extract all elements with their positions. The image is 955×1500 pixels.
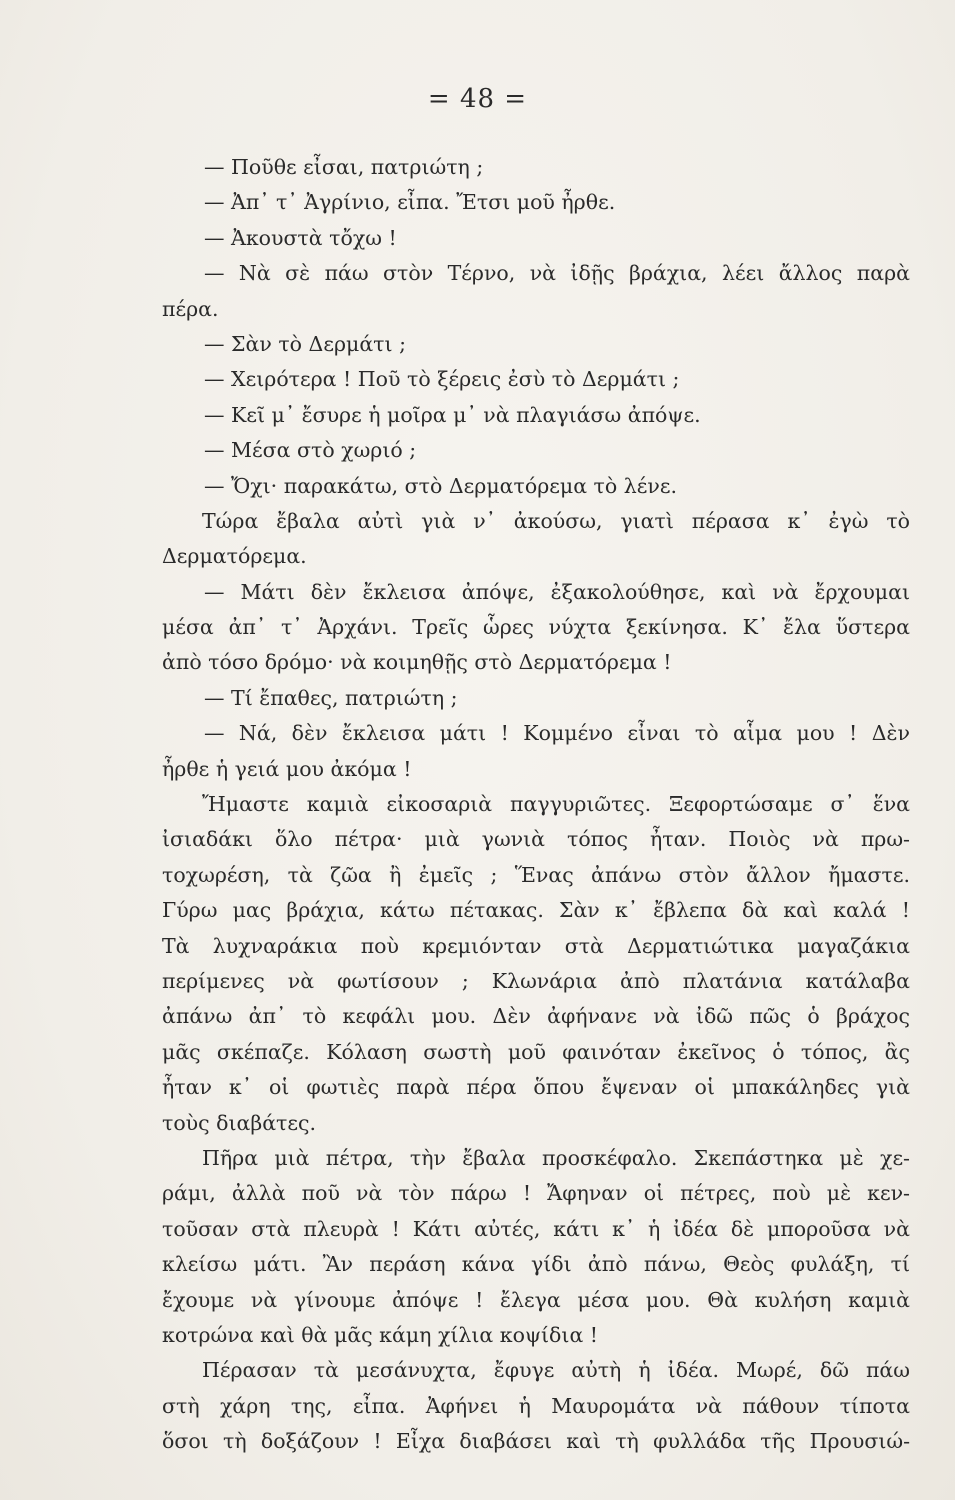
text-line: — Ὄχι· παρακάτω, στὸ Δερματόρεμα τὸ λένε. [204, 473, 677, 498]
text-line: περίμενες νὰ φωτίσουν ; Κλωνάρια ἀπὸ πλατάνια κατάλαβα [162, 968, 910, 993]
page-number: = 48 = [427, 84, 528, 114]
text-line: — Ἀπ᾽ τ᾽ Ἀγρίνιο, εἶπα. Ἔτσι μοῦ ἦρθε. [204, 190, 616, 215]
text-line: πέρα. [162, 296, 219, 321]
text-line: — Ποῦθε εἶσαι, πατριώτη ; [204, 155, 484, 179]
text-line: ἀπάνω ἀπ᾽ τὸ κεφάλι μου. Δὲν ἀφήνανε νὰ ἰδῶ πῶς ὁ βράχος [162, 1004, 910, 1029]
text-line: — Σὰν τὸ Δερμάτι ; [204, 331, 406, 356]
text-line: ἦταν κ᾽ οἱ φωτιὲς παρὰ πέρα ὅπου ἔψεναν οἱ μπακάληδες γιὰ [162, 1075, 910, 1100]
text-line: Ἤμαστε καμιὰ εἰκοσαριὰ παγγυριῶτες. Ξεφορτώσαμε σ᾽ ἕνα [202, 792, 910, 817]
text-line: ἰσιαδάκι ὅλο πέτρα· μιὰ γωνιὰ τόπος ἦταν. Ποιὸς νὰ πρω- [162, 827, 910, 852]
text-line: — Χειρότερα ! Ποῦ τὸ ξέρεις ἐσὺ τὸ Δερμάτι ; [204, 367, 680, 392]
text-line: ράμι, ἀλλὰ ποῦ νὰ τὸν πάρω ! Ἄφηναν οἱ πέτρες, ποὺ μὲ κεν- [162, 1181, 910, 1206]
text-line: Γύρω μας βράχια, κάτω πέτακας. Σὰν κ᾽ ἔβλεπα δὰ καὶ καλά ! [162, 898, 910, 923]
text-line: τοχωρέση, τὰ ζῶα ἢ ἐμεῖς ; Ἕνας ἀπάνω στὸν ἄλλον ἤμαστε. [162, 862, 910, 887]
text-line: Τώρα ἔβαλα αὐτὶ γιὰ ν᾽ ἀκούσω, γιατὶ πέρασα κ᾽ ἐγὼ τὸ [202, 508, 910, 533]
text-line: — Νά, δὲν ἔκλεισα μάτι ! Κομμένο εἶναι τὸ αἷμα μου ! Δὲν [204, 721, 910, 746]
text-line: τοὺς διαβάτες. [162, 1110, 317, 1135]
text-line: — Νὰ σὲ πάω στὸν Τέρνο, νὰ ἰδῇς βράχια, λέει ἄλλος παρὰ [204, 261, 910, 286]
body-text [162, 150, 910, 1459]
text-line: Πέρασαν τὰ μεσάνυχτα, ἔφυγε αὐτὴ ἡ ἰδέα. Μωρέ, δῶ πάω [202, 1358, 910, 1383]
text-line: ὅσοι τὴ δοξάζουν ! Εἶχα διαβάσει καὶ τὴ φυλλάδα τῆς Προυσιώ- [162, 1429, 910, 1454]
text-line: στὴ χάρη της, εἶπα. Ἀφήνει ἡ Μαυρομάτα νὰ πάθουν τίποτα [162, 1393, 910, 1418]
text-line: — Μάτι δὲν ἔκλεισα ἀπόψε, ἐξακολούθησε, καὶ νὰ ἔρχουμαι [204, 579, 910, 604]
text-line: — Τί ἔπαθες, πατριώτη ; [204, 685, 458, 710]
text-line: Πῆρα μιὰ πέτρα, τὴν ἔβαλα προσκέφαλο. Σκεπάστηκα μὲ χε- [202, 1145, 910, 1170]
text-line: ἔχουμε νὰ γίνουμε ἀπόψε ! ἔλεγα μέσα μου. Θὰ κυλήση καμιὰ [162, 1287, 910, 1312]
text-line: μέσα ἀπ᾽ τ᾽ Ἀρχάνι. Τρεῖς ὧρες νύχτα ξεκίνησα. Κ᾽ ἔλα ὕστερα [162, 615, 910, 640]
text-line: κοτρώνα καὶ θὰ μᾶς κάμη χίλια κοψίδια ! [162, 1322, 599, 1347]
text-line: — Κεῖ μ᾽ ἔσυρε ἡ μοῖρα μ᾽ νὰ πλαγιάσω ἀπόψε. [204, 402, 701, 427]
text-line: κλείσω μάτι. Ἂν περάση κάνα γίδι ἀπὸ πάνω, Θεὸς φυλάξη, τί [162, 1252, 910, 1277]
text-line: τοῦσαν στὰ πλευρὰ ! Κάτι αὐτές, κάτι κ᾽ ἡ ἰδέα δὲ μποροῦσα νὰ [162, 1216, 910, 1241]
text-line: μᾶς σκέπαζε. Κόλαση σωστὴ μοῦ φαινόταν ἐκεῖνος ὁ τόπος, ἂς [162, 1039, 910, 1064]
text-line: Τὰ λυχναράκια ποὺ κρεμιόνταν στὰ Δερματιώτικα μαγαζάκια [162, 933, 910, 958]
text-line: — Ἀκουστὰ τὄχω ! [204, 225, 397, 250]
text-line: Δερματόρεμα. [162, 544, 307, 569]
text-line: ἦρθε ἡ γειά μου ἀκόμα ! [162, 756, 412, 781]
text-line: — Μέσα στὸ χωριό ; [204, 438, 417, 463]
text-line: ἀπὸ τόσο δρόμο· νὰ κοιμηθῇς στὸ Δερματόρεμα ! [162, 650, 672, 675]
